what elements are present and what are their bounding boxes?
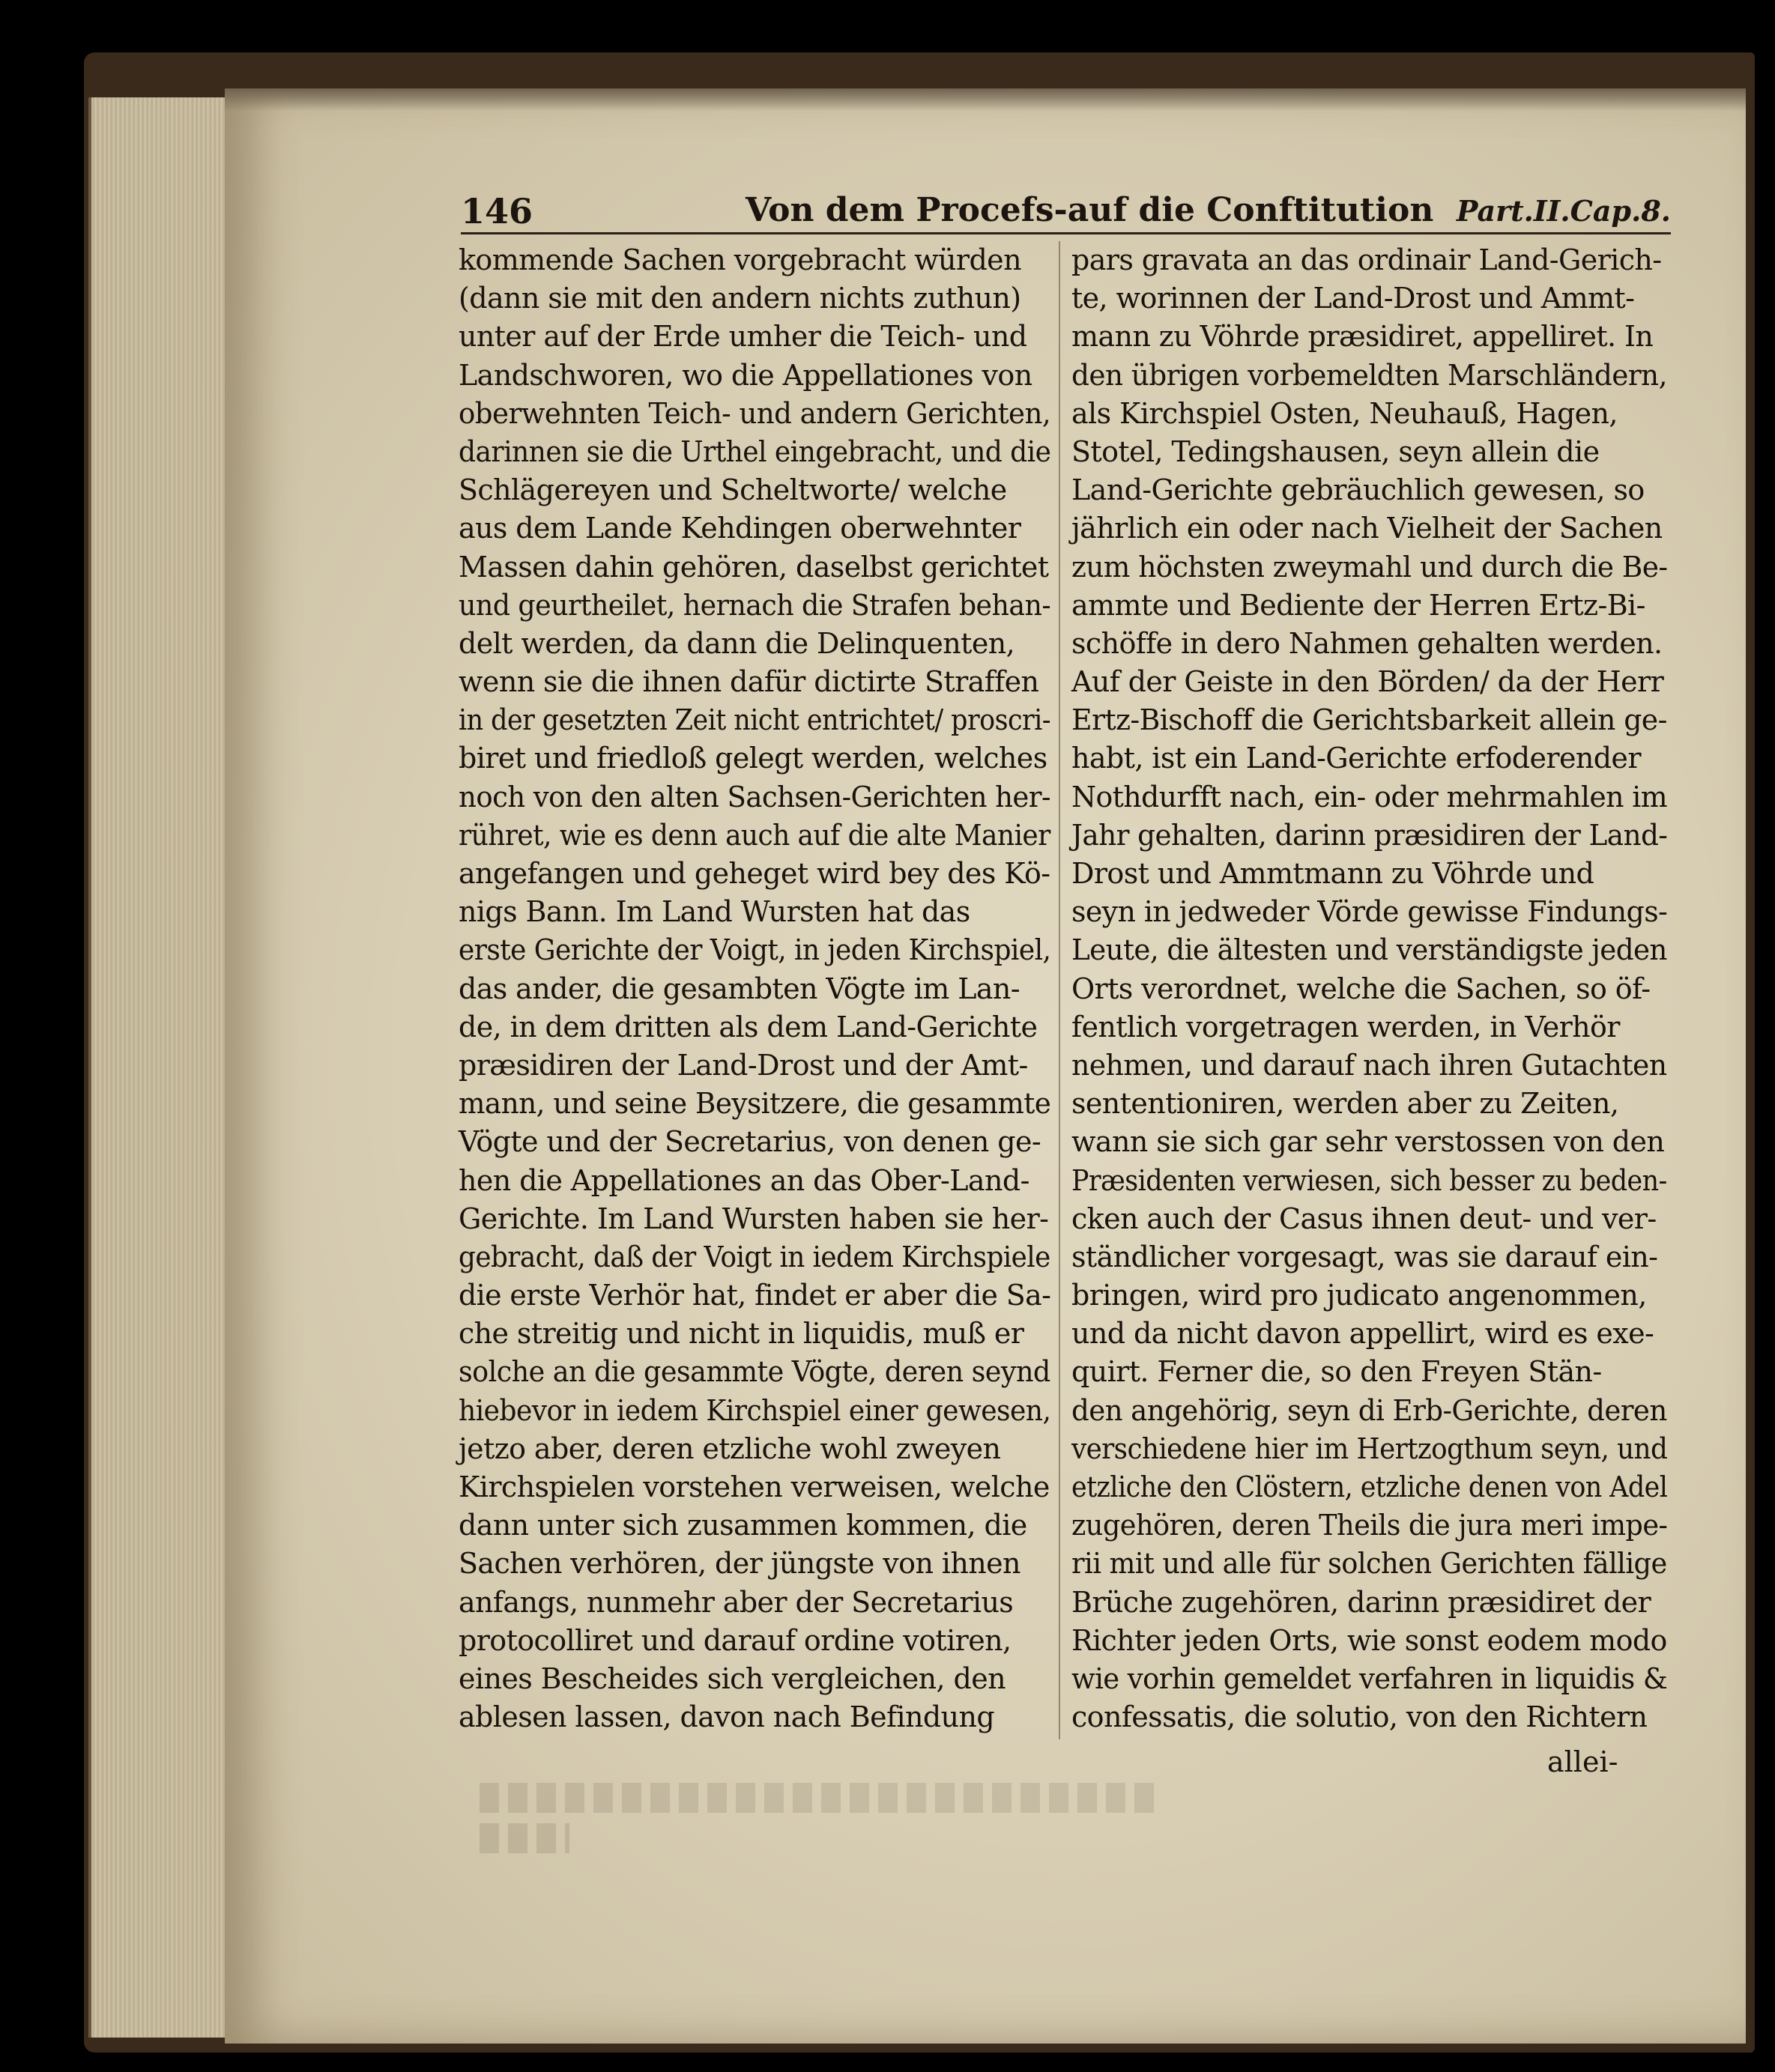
- part-reference: Part.II.Cap.8.: [1456, 194, 1671, 228]
- text-line: Schlägereyen und Scheltworte/ welche: [459, 473, 1007, 507]
- text-line: biret und friedloß gelegt werden, welches: [459, 742, 1047, 775]
- text-line: rii mit und alle für solchen Gerichten fällige: [1071, 1547, 1667, 1581]
- text-line: schöffe in dero Nahmen gehalten werden.: [1071, 626, 1663, 660]
- text-line: angefangen und geheget wird bey des Kö-: [459, 857, 1050, 890]
- text-line: seyn in jedweder Vörde gewisse Findungs-: [1071, 895, 1668, 929]
- text-line: aus dem Lande Kehdingen oberwehnter: [459, 512, 1021, 545]
- text-line: nigs Bann. Im Land Wursten hat das: [459, 895, 970, 929]
- text-line: Brüche zugehören, darinn præsidiret der: [1071, 1585, 1651, 1619]
- text-line: Gerichte. Im Land Wursten haben sie her-: [459, 1202, 1049, 1235]
- text-line: als Kirchspiel Osten, Neuhauß, Hagen,: [1071, 396, 1618, 430]
- text-line: die erste Verhör hat, findet er aber die Sa-: [459, 1279, 1051, 1312]
- text-line: jährlich ein oder nach Vielheit der Sachen: [1071, 512, 1663, 545]
- text-line: das ander, die gesambten Vögte im Lan-: [459, 972, 1020, 1005]
- text-line: ablesen lassen, davon nach Befindung: [459, 1700, 995, 1734]
- left-text-column: [459, 241, 1050, 1736]
- text-line: hen die Appellationes an das Ober-Land-: [459, 1163, 1029, 1197]
- text-line: hiebevor in iedem Kirchspiel einer gewesen,: [459, 1393, 1051, 1427]
- text-line: Land-Gerichte gebräuchlich gewesen, so: [1071, 473, 1645, 507]
- text-line: Stotel, Tedingshausen, seyn allein die: [1071, 434, 1600, 468]
- text-line: noch von den alten Sachsen-Gerichten her-: [459, 780, 1050, 814]
- text-line: Kirchspielen vorstehen verweisen, welche: [459, 1470, 1050, 1503]
- text-line: Auf der Geiste in den Börden/ da der Herr: [1071, 665, 1664, 699]
- column-divider: [1059, 241, 1060, 1739]
- header-rule: [461, 232, 1671, 234]
- text-line: delt werden, da dann die Delinquenten,: [459, 626, 1015, 660]
- page-top-shadow: [225, 88, 1746, 111]
- catchword: allei-: [1547, 1745, 1618, 1778]
- page-number: 146: [461, 191, 533, 231]
- text-line: mann zu Vöhrde præsidiret, appelliret. In: [1071, 320, 1654, 354]
- text-line: verschiedene hier im Hertzogthum seyn, und: [1071, 1432, 1668, 1465]
- running-title: Von dem Procefs-auf die Conftitution: [746, 191, 1434, 229]
- text-line: darinnen sie die Urthel eingebracht, und die: [459, 434, 1051, 468]
- text-line: Vögte und der Secretarius, von denen ge-: [459, 1125, 1041, 1159]
- text-line: protocolliret und darauf ordine votiren,: [459, 1623, 1012, 1657]
- text-line: ammte und Bediente der Herren Ertz-Bi-: [1071, 588, 1645, 622]
- text-line: quirt. Ferner die, so den Freyen Stän-: [1071, 1355, 1602, 1389]
- text-line: mann, und seine Beysitzere, die gesammte: [459, 1087, 1051, 1121]
- text-line: wie vorhin gemeldet verfahren in liquidis &: [1071, 1661, 1668, 1695]
- text-line: solche an die gesammte Vögte, deren seynd: [459, 1355, 1050, 1389]
- text-line: den übrigen vorbemeldten Marschländern,: [1071, 358, 1667, 392]
- text-line: unter auf der Erde umher die Teich- und: [459, 320, 1027, 354]
- text-line: Nothdurfft nach, ein- oder mehrmahlen im: [1071, 780, 1668, 814]
- text-line: und da nicht davon appellirt, wird es exe-: [1071, 1317, 1654, 1351]
- text-line: bringen, wird pro judicato angenommen,: [1071, 1279, 1647, 1312]
- text-line: anfangs, nunmehr aber der Secretarius: [459, 1585, 1014, 1619]
- text-line: Jahr gehalten, darinn præsidiren der Land-: [1071, 818, 1668, 852]
- text-line: dann unter sich zusammen kommen, die: [459, 1509, 1027, 1542]
- show-through-text: [480, 1783, 1154, 1873]
- text-line: den angehörig, seyn di Erb-Gerichte, deren: [1071, 1393, 1667, 1427]
- text-line: erste Gerichte der Voigt, in jeden Kirchspiel,: [459, 933, 1051, 967]
- text-line: Leute, die ältesten und verständigste jeden: [1071, 933, 1667, 967]
- text-line: eines Bescheides sich vergleichen, den: [459, 1661, 1006, 1695]
- text-line: in der gesetzten Zeit nicht entrichtet/ proscri-: [459, 703, 1051, 737]
- text-line: habt, ist ein Land-Gerichte erfoderender: [1071, 742, 1641, 775]
- text-line: oberwehnten Teich- und andern Gerichten,: [459, 396, 1051, 430]
- text-line: und geurtheilet, hernach die Strafen behan-: [459, 588, 1051, 622]
- text-line: pars gravata an das ordinair Land-Gerich-: [1071, 243, 1662, 276]
- right-text-column: [1071, 241, 1667, 1736]
- text-line: nehmen, und darauf nach ihren Gutachten: [1071, 1048, 1667, 1082]
- text-line: Sachen verhören, der jüngste von ihnen: [459, 1547, 1020, 1581]
- text-line: Orts verordnet, welche die Sachen, so öf-: [1071, 972, 1651, 1005]
- text-line: cken auch der Casus ihnen deut- und ver-: [1071, 1202, 1657, 1235]
- text-line: wann sie sich gar sehr verstossen von den: [1071, 1125, 1665, 1159]
- text-line: rühret, wie es denn auch auf die alte Manier: [459, 818, 1050, 852]
- text-line: jetzo aber, deren etzliche wohl zweyen: [459, 1432, 1001, 1465]
- text-line: Ertz-Bischoff die Gerichtsbarkeit allein ge-: [1071, 703, 1667, 737]
- text-line: che streitig und nicht in liquidis, muß er: [459, 1317, 1024, 1351]
- text-line: zum höchsten zweymahl und durch die Be-: [1071, 550, 1668, 584]
- text-line: præsidiren der Land-Drost und der Amt-: [459, 1048, 1028, 1082]
- text-line: Landschworen, wo die Appellationes von: [459, 358, 1032, 392]
- text-line: te, worinnen der Land-Drost und Ammt-: [1071, 282, 1635, 315]
- text-line: de, in dem dritten als dem Land-Gerichte: [459, 1010, 1038, 1043]
- text-line: Præsidenten verwiesen, sich besser zu beden-: [1071, 1163, 1667, 1197]
- page-header: [461, 191, 1671, 231]
- text-line: wenn sie die ihnen dafür dictirte Straffen: [459, 665, 1039, 699]
- text-line: fentlich vorgetragen werden, in Verhör: [1071, 1010, 1620, 1043]
- text-line: zugehören, deren Theils die jura meri impe-: [1071, 1509, 1668, 1542]
- text-line: gebracht, daß der Voigt in iedem Kirchspiele: [459, 1240, 1050, 1273]
- text-line: (dann sie mit den andern nichts zuthun): [459, 282, 1021, 315]
- text-line: confessatis, die solutio, von den Richtern: [1071, 1700, 1648, 1734]
- text-line: Massen dahin gehören, daselbst gerichtet: [459, 550, 1049, 584]
- text-line: etzliche den Clöstern, etzliche denen von Adel: [1071, 1470, 1668, 1503]
- text-line: Drost und Ammtmann zu Vöhrde und: [1071, 857, 1594, 890]
- text-line: ständlicher vorgesagt, was sie darauf ein-: [1071, 1240, 1658, 1273]
- text-line: sententioniren, werden aber zu Zeiten,: [1071, 1087, 1619, 1121]
- text-line: Richter jeden Orts, wie sonst eodem modo: [1071, 1623, 1667, 1657]
- text-line: kommende Sachen vorgebracht würden: [459, 243, 1021, 276]
